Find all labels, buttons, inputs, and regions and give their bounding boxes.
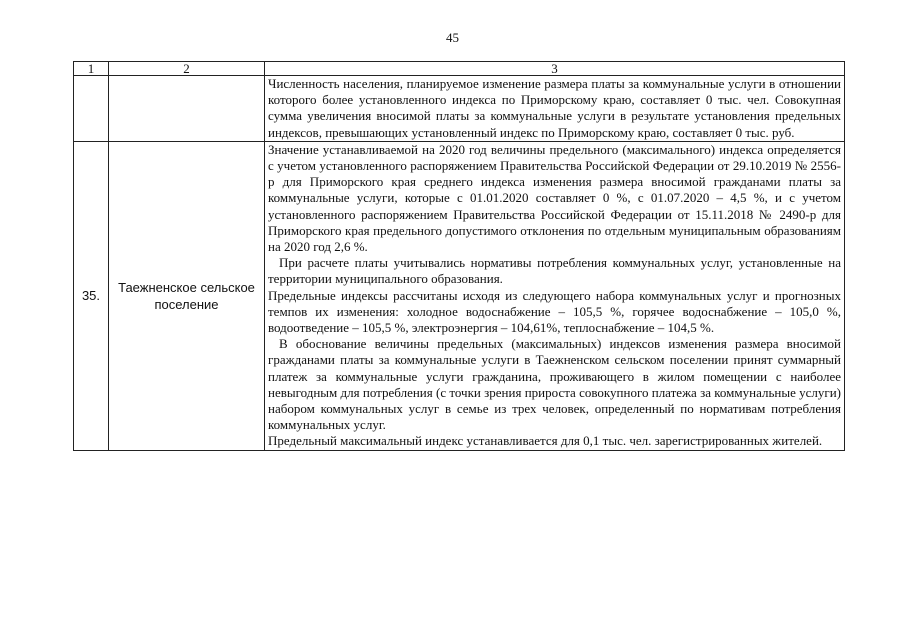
empty-cell-name [109,76,265,142]
paragraph-index-value: Значение устанавливаемой на 2020 год величины предельного (максимального) индекса определяется с учетом установленного распоряжением Правительства Российской Федерации от 29.10.2019 № 2556-р для Приморского края среднего индекса изменения размера вносимой гражданами платы за коммунальные услуги, которые с 01.01.2020 составляет 0 %, с 01.07.2020 – 4,5 %, и с учетом установленного распоряжением Правительства Российской Федерации от 15.11.2018 № 2490-р для Приморского края предельного допустимого отклонения по отдельным муниципальным образованиям на 2020 год 2,6 %. [268,141,841,255]
header-col-2: 2 [109,62,265,76]
row-number: 35. [74,141,109,450]
page-number: 45 [446,30,459,45]
continued-paragraph: Численность населения, планируемое изменение размера платы за коммунальные услуги в отношении которого более установленного индекса по Приморскому краю, составляет 0 тыс. чел. Совокупная сумма увеличения вносимой платы за коммунальные услуги в результате установления предельных индексов, превышающих установленный индекс по Приморскому краю, составляет 0 тыс. руб. [268,76,841,140]
header-col-3: 3 [265,62,845,76]
description-cell [265,141,845,450]
paragraph-population: Предельный максимальный индекс устанавливается для 0,1 тыс. чел. зарегистрированных жителей. [268,433,823,449]
paragraph-norms: При расчете платы учитывались нормативы потребления коммунальных услуг, установленные на территории муниципального образования. [268,255,841,287]
paragraph-justification: В обоснование величины предельных (максимальных) индексов изменения размера вносимой гражданами платы за коммунальные услуги в Таежненском сельском поселении принят суммарный платеж за коммунальные услуги гражданина, проживающего в жилом помещении с наиболее невыгодным для потребления (с точки зрения прироста совокупного платежа за коммунальные услуги) набором коммунальных услуг в семье из трех человек, определенный по нормативам потребления коммунальных услуг. [268,336,841,433]
document-table [73,61,845,451]
table-row-35 [74,141,845,450]
empty-cell-number [74,76,109,142]
header-col-1: 1 [74,62,109,76]
municipality-name: Таежненское сельское поселение [109,141,265,450]
continued-text-cell [265,76,845,142]
paragraph-service-indices: Предельные индексы рассчитаны исходя из следующего набора коммунальных услуг и прогнозных темпов их изменения: холодное водоснабжение – 105,5 %, горячее водоснабжение – 105,0 %, водоотведение – 105,5 %, электроэнергия – 104,61%, теплоснабжение – 104,5 %. [268,287,841,336]
table-row-continued [74,76,845,142]
table-header-row [74,62,845,76]
